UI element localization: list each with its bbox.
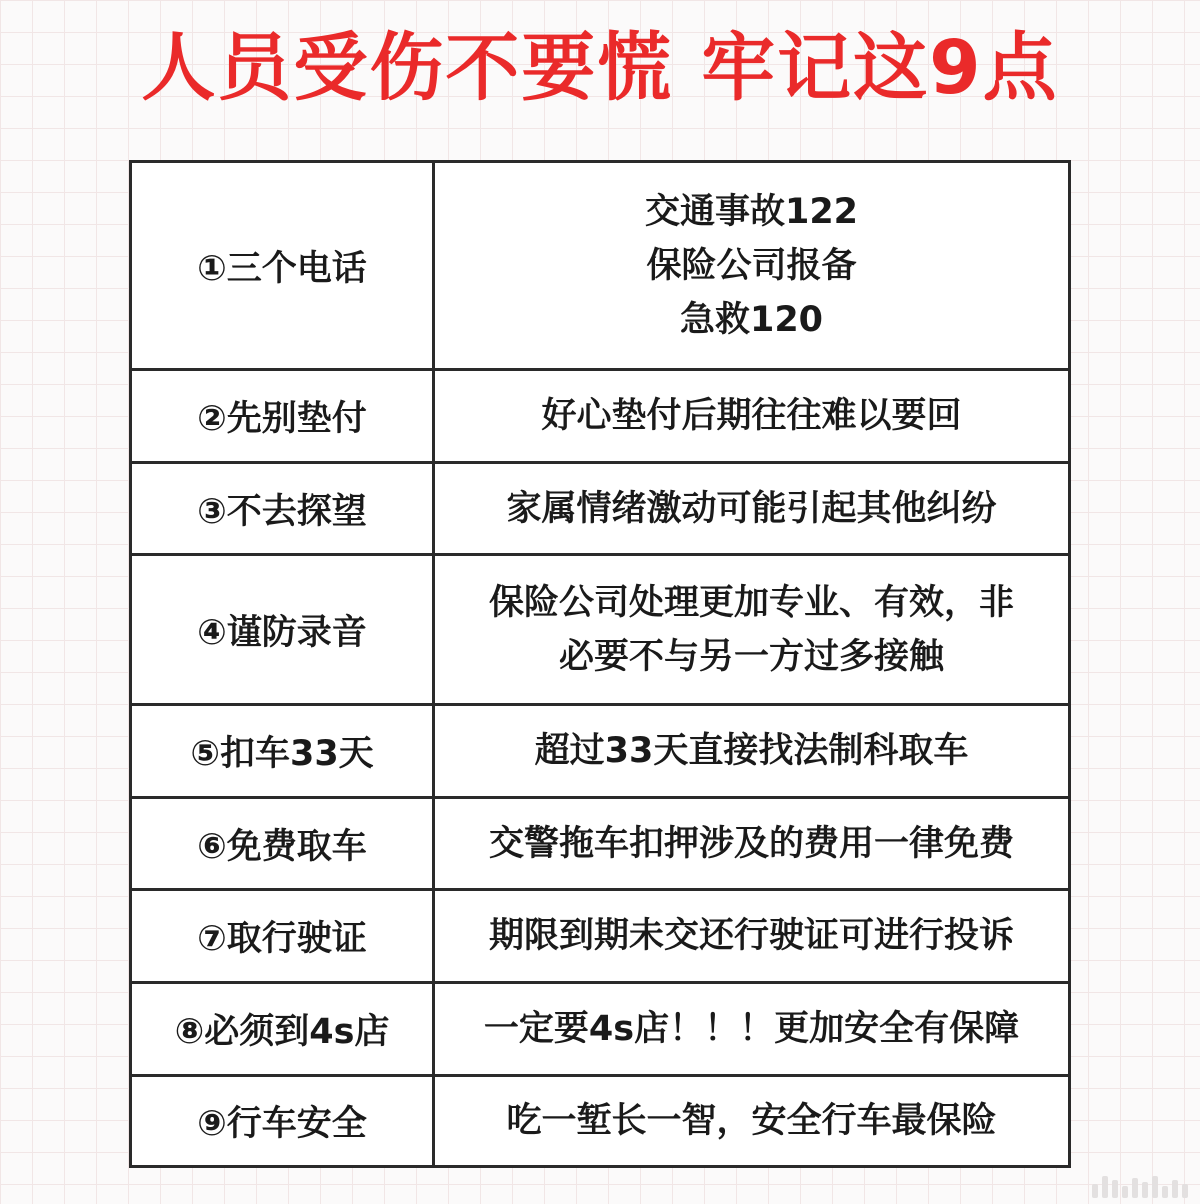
table-row (132, 706, 1068, 799)
page-title: 人员受伤不要慌 牢记这9点 (141, 25, 1059, 111)
table-row (132, 371, 1068, 464)
tip-detail-line: 好心垫付后期往往难以要回 (541, 396, 962, 436)
tip-detail (435, 706, 1068, 796)
tip-detail-line: 急救120 (679, 299, 824, 340)
tip-heading: ②先别垫付 (132, 371, 435, 461)
tip-detail-line: 吃一堑长一智，安全行车最保险 (506, 1101, 997, 1141)
tip-detail (435, 799, 1068, 888)
tip-detail-line: 保险公司处理更加专业、有效，非 (488, 582, 1014, 623)
tip-detail-line: 一定要4s店！！！更加安全有保障 (483, 1009, 1020, 1049)
tip-detail-line: 交警拖车扣押涉及的费用一律免费 (488, 823, 1014, 864)
tip-detail (435, 556, 1068, 703)
tip-detail-line: 保险公司报备 (646, 245, 857, 286)
table-row (132, 891, 1068, 984)
tip-heading: ③不去探望 (132, 464, 435, 553)
tip-heading: ⑧必须到4s店 (132, 984, 435, 1074)
tip-heading: ⑥免费取车 (132, 799, 435, 888)
tip-heading: ⑦取行驶证 (132, 891, 435, 981)
tip-detail-line: 超过33天直接找法制科取车 (534, 731, 969, 771)
table-row (132, 556, 1068, 706)
table-row (132, 163, 1068, 371)
table-row (132, 464, 1068, 556)
tip-detail-line: 必要不与另一方过多接触 (558, 636, 944, 677)
tip-heading: ⑤扣车33天 (132, 706, 435, 796)
tip-detail-line: 交通事故122 (644, 191, 859, 232)
tip-detail (435, 464, 1068, 553)
tip-heading: ⑨行车安全 (132, 1077, 435, 1165)
tip-detail (435, 891, 1068, 981)
tip-detail-line: 家属情绪激动可能引起其他纠纷 (506, 488, 997, 529)
tip-detail-line: 期限到期未交还行驶证可进行投诉 (488, 916, 1014, 956)
tip-heading: ④谨防录音 (132, 556, 435, 703)
tips-table (129, 160, 1071, 1168)
tip-detail (435, 371, 1068, 461)
tip-detail (435, 1077, 1068, 1165)
tip-detail (435, 163, 1068, 368)
table-row (132, 984, 1068, 1077)
table-row (132, 799, 1068, 891)
watermark (1092, 1176, 1188, 1198)
tip-heading: ①三个电话 (132, 163, 435, 368)
tip-detail (435, 984, 1068, 1074)
table-row (132, 1077, 1068, 1165)
